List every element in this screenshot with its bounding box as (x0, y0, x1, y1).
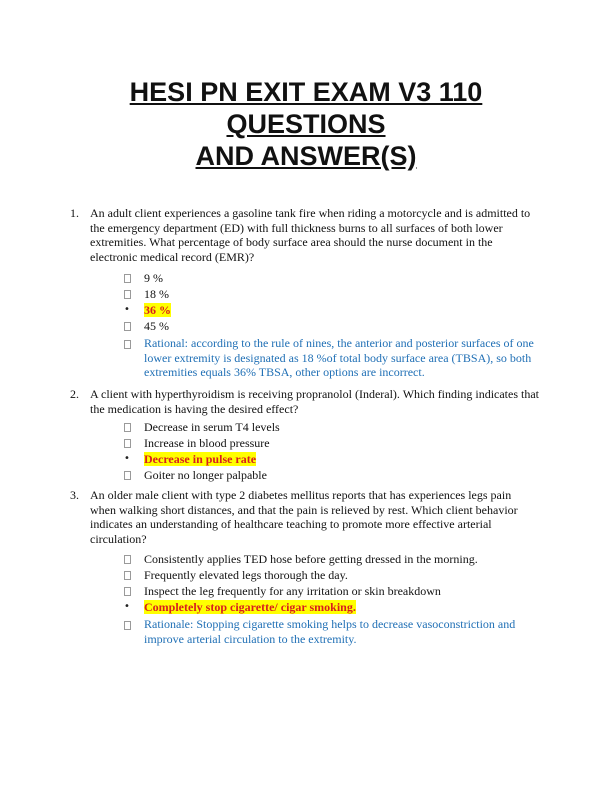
question-3 (70, 488, 540, 546)
correct-answer: Decrease in pulse rate (144, 452, 257, 466)
question-number: 2. (70, 387, 79, 401)
correct-answer: Completely stop cigarette/ cigar smoking. (144, 600, 356, 614)
rationale-item (124, 336, 544, 380)
title-line-3: AND ANSWER(S) (195, 141, 417, 171)
question-1 (70, 206, 540, 264)
option-text: Increase in blood pressure (144, 436, 270, 450)
checkbox-icon (124, 617, 134, 636)
document-title (60, 76, 552, 172)
bullet-icon: • (124, 453, 130, 464)
option-d (124, 467, 544, 483)
option-a (124, 270, 544, 286)
option-b (124, 567, 544, 583)
option-text: Consistently applies TED hose before getting dressed in the morning. (144, 552, 478, 566)
checkbox-icon (124, 467, 134, 486)
bullet-icon: • (124, 304, 130, 315)
question-number: 3. (70, 488, 79, 502)
bullet-icon: • (124, 601, 130, 612)
question-2 (70, 387, 540, 416)
option-correct (124, 302, 544, 318)
checkbox-icon (124, 336, 134, 355)
option-text: Goiter no longer palpable (144, 468, 267, 482)
question-text: A client with hyperthyroidism is receiving propranolol (Inderal). Which finding indicates that the medication is having the desired effect? (90, 387, 539, 416)
option-b (124, 286, 544, 302)
option-d (124, 318, 544, 334)
option-correct (124, 451, 544, 467)
rationale-item (124, 617, 544, 646)
question-text: An adult client experiences a gasoline tank fire when riding a motorcycle and is admitted to the emergency department (ED) with full thickness burns to all surfaces of both lower extremities. What percentage of body surface area should the nurse document in the electronic medical record (EMR)? (90, 206, 531, 264)
option-text: Inspect the leg frequently for any irritation or skin breakdown (144, 584, 441, 598)
option-text: 9 % (144, 271, 163, 285)
option-text: Frequently elevated legs thorough the day. (144, 568, 348, 582)
title-line-1: HESI PN EXIT EXAM V3 110 (129, 77, 483, 107)
question-text: An older male client with type 2 diabetes mellitus reports that has experiences legs pain when walking short distances, and that the pain is relieved by rest. Which client behavior indicates an understanding of healthcare teaching to promote more effective arterial circulation? (90, 488, 518, 546)
option-c (124, 583, 544, 599)
options-list (124, 551, 544, 646)
checkbox-icon (124, 318, 134, 337)
rationale-text: Rationale: Stopping cigarette smoking helps to decrease vasoconstriction and improve arterial circulation to the extremity. (144, 617, 516, 646)
option-text: 18 % (144, 287, 169, 301)
option-correct (124, 599, 544, 615)
option-text: 45 % (144, 319, 169, 333)
option-text: Decrease in serum T4 levels (144, 420, 280, 434)
option-a (124, 419, 544, 435)
title-line-2: QUESTIONS (226, 109, 386, 139)
options-list (124, 270, 544, 380)
options-list (124, 419, 544, 483)
option-b (124, 435, 544, 451)
correct-answer: 36 % (144, 303, 171, 317)
rationale-text: Rational: according to the rule of nines, the anterior and posterior surfaces of one lower extremity is designated as 18 %of total body surface area (TBSA), so both extremities equals 36% TBSA, other options are incorrect. (144, 336, 534, 380)
option-a (124, 551, 544, 567)
question-number: 1. (70, 206, 79, 220)
